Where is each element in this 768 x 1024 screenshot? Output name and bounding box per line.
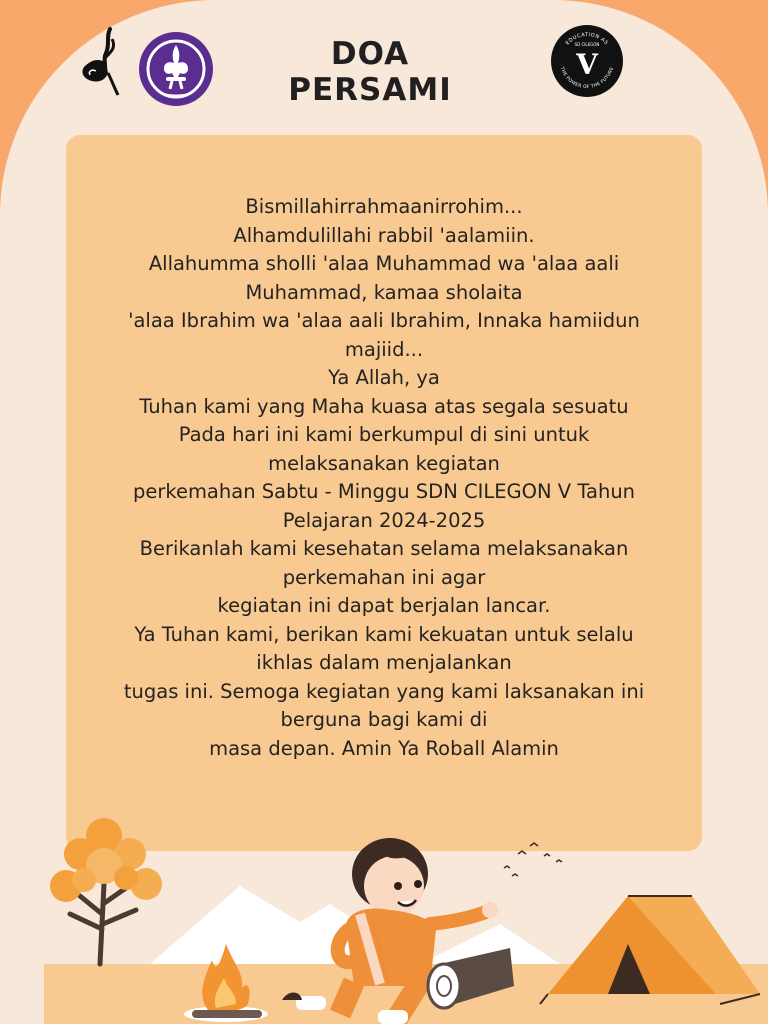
page-title <box>255 36 485 108</box>
prayer-line: Tuhan kami yang Maha kuasa atas segala sesuatu <box>139 394 629 418</box>
prayer-line: Alhamdulillahi rabbil 'aalamiin. <box>233 223 535 247</box>
prayer-line: 'alaa Ibrahim wa 'alaa aali Ibrahim, Innaka hamiidun <box>128 309 640 332</box>
school-v-logo-icon <box>550 24 624 98</box>
prayer-line: masa depan. Amin Ya Roball Alamin <box>209 736 559 760</box>
title-line-2: PERSAMI <box>288 72 452 108</box>
prayer-line: tugas ini. Semoga kegiatan yang kami laksanakan ini <box>123 679 645 703</box>
logo-letter: V <box>576 48 598 81</box>
prayer-line: Pelajaran 2024-2025 <box>282 508 486 532</box>
prayer-line: Berikanlah kami kesehatan selama melaksanakan <box>139 537 629 560</box>
prayer-line: perkemahan Sabtu - Minggu SDN CILEGON V Tahun <box>132 480 636 503</box>
prayer-text <box>66 193 702 763</box>
prayer-line: Ya Allah, ya <box>328 366 440 389</box>
prayer-line: perkemahan ini agar <box>282 565 486 589</box>
prayer-line: ikhlas dalam menjalankan <box>256 651 512 674</box>
prayer-line: Pada hari ini kami berkumpul di sini untuk <box>178 423 590 446</box>
prayer-line: Allahumma sholli 'alaa Muhammad wa 'alaa aali <box>148 252 620 275</box>
title-line-1: DOA <box>330 36 410 72</box>
prayer-line: kegiatan ini dapat berjalan lancar. <box>217 594 551 617</box>
world-scout-icon <box>138 31 214 107</box>
birds-icon <box>504 843 562 876</box>
prayer-line: melaksanakan kegiatan <box>268 451 500 475</box>
tent-icon <box>540 896 760 1004</box>
prayer-line: Bismillahirrahmaanirrohim... <box>245 195 523 218</box>
prayer-line: Ya Tuhan kami, berikan kami kekuatan untuk selalu <box>134 622 634 646</box>
camping-scene-illustration <box>0 814 768 1024</box>
prayer-line: Muhammad, kamaa sholaita <box>245 280 523 304</box>
logo-bottom-text: THE POWER OF THE FUTURE <box>558 66 616 91</box>
logo-brand-text: SD CILEGON <box>574 42 600 47</box>
prayer-line: berguna bagi kami di <box>280 708 488 731</box>
prayer-line: majiid... <box>344 337 424 361</box>
tree-icon <box>50 818 162 964</box>
tunas-kelapa-icon <box>76 27 126 97</box>
logo-top-text: EDUCATION AS <box>564 31 610 47</box>
